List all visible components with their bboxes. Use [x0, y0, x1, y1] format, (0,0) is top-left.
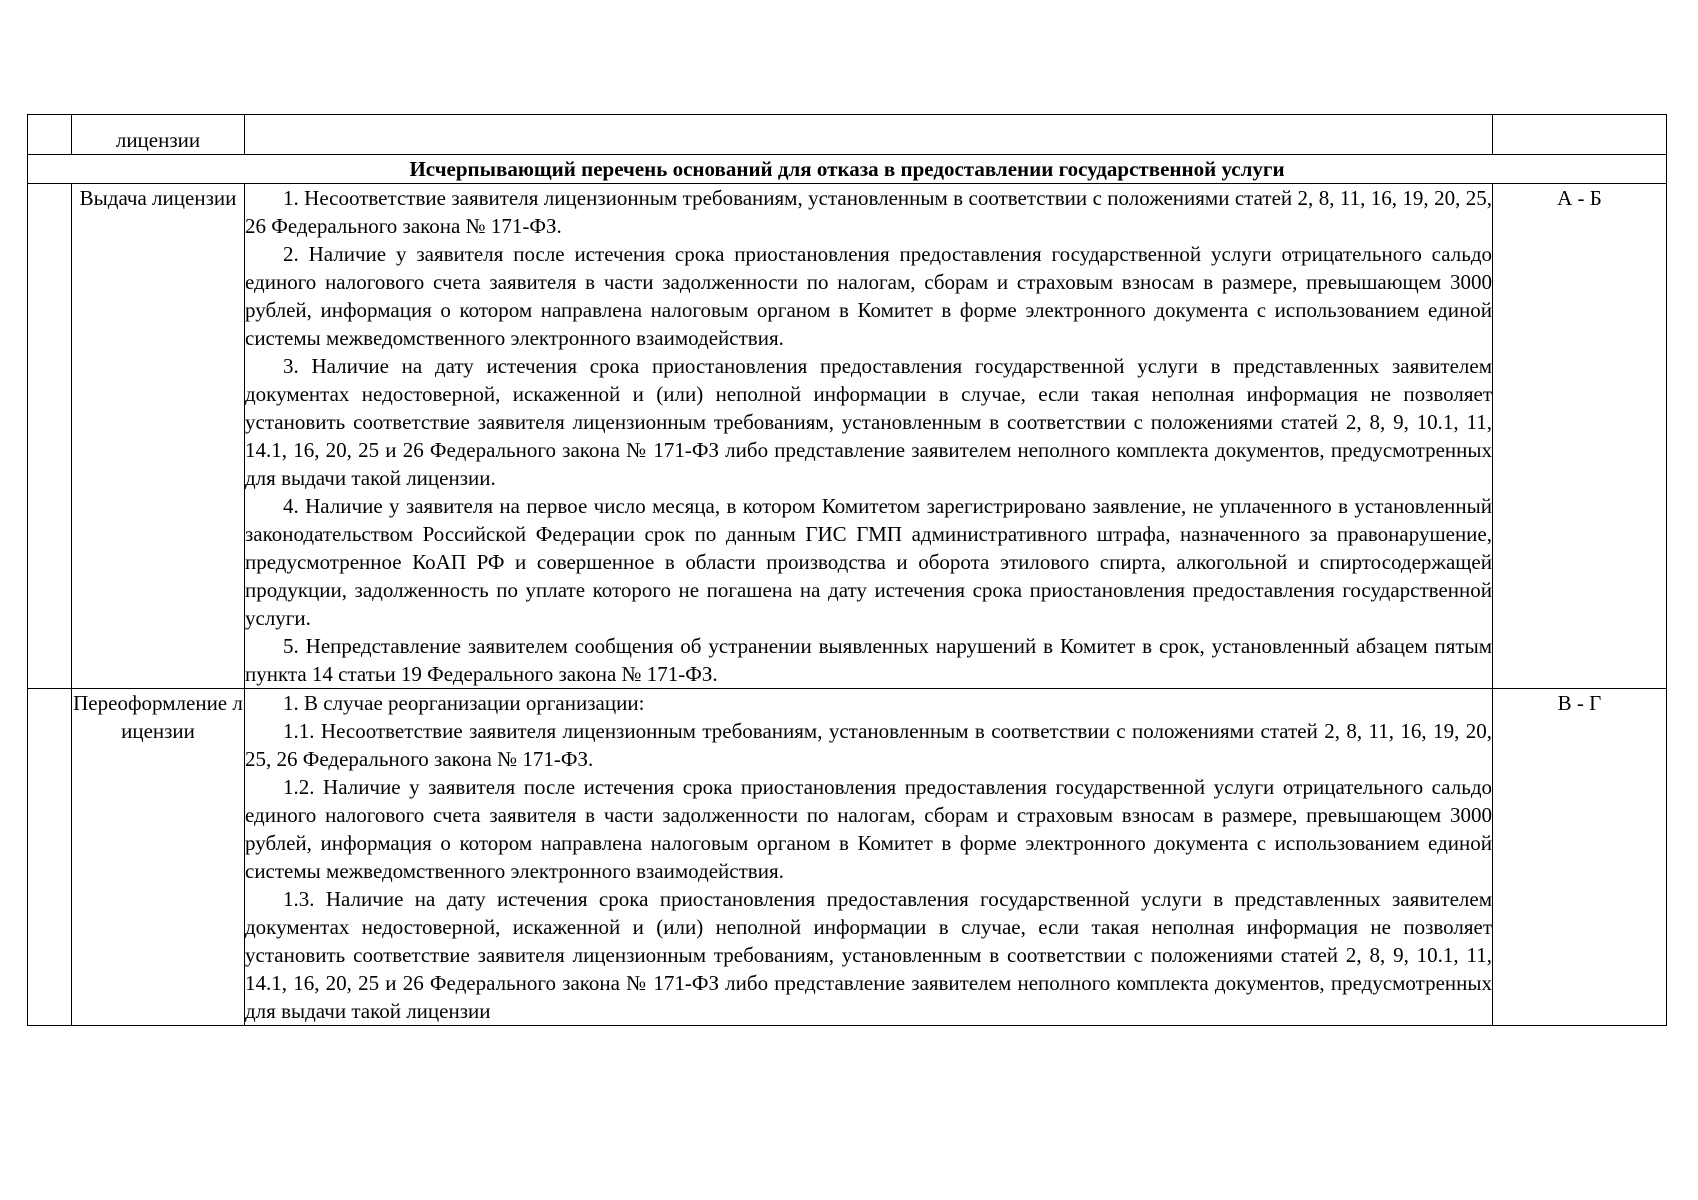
grounds-cell	[245, 184, 1493, 689]
ground-item: 3. Наличие на дату истечения срока приостановления предоставления государственной услуги в представленных заявителем документах недостоверной, искаженной и (или) неполной информации в случае, если такая неполная информация не позволяет установить соответствие заявителя лицензионным требованиям, установленным в соответствии с положениями статей 2, 8, 9, 10.1, 11, 14.1, 16, 20, 25 и 26 Федерального закона № 171-ФЗ либо представление заявителем неполного комплекта документов, предусмотренных для выдачи такой лицензии.	[245, 354, 1492, 490]
grounds-cell	[245, 115, 1493, 155]
code-cell	[1493, 115, 1667, 155]
refusal-grounds-table	[27, 114, 1667, 1026]
ground-item: 1. Несоответствие заявителя лицензионным требованиям, установленным в соответствии с положениями статей 2, 8, 11, 16, 19, 20, 25, 26 Федерального закона № 171-ФЗ.	[245, 186, 1492, 238]
section-header-row	[28, 155, 1667, 184]
table-row-reissue	[28, 689, 1667, 1026]
ground-item: 2. Наличие у заявителя после истечения срока приостановления предоставления государственной услуги отрицательного сальдо единого налогового счета заявителя в части задолженности по налогам, сборам и страховым взносам в размере, превышающем 3000 рублей, информация о котором направлена налоговым органом в Комитет в форме электронного документа с использованием единой системы межведомственного электронного взаимодействия.	[245, 242, 1492, 350]
service-name-cell: Переоформление лицензии	[72, 689, 245, 1026]
ground-item: 4. Наличие у заявителя на первое число месяца, в котором Комитетом зарегистрировано заявление, не уплаченного в установленный законодательством Российской Федерации срок по данным ГИС ГМП административного штрафа, назначенного за правонарушение, предусмотренное КоАП РФ и совершенное в области производства и оборота этилового спирта, алкогольной и спиртосодержащей продукции, задолженность по уплате которого не погашена на дату истечения срока приостановления предоставления государственной услуги.	[245, 494, 1492, 630]
index-cell	[28, 184, 72, 689]
grounds-cell	[245, 689, 1493, 1026]
service-name-cell: Выдача лицензии	[72, 184, 245, 689]
index-cell	[28, 689, 72, 1026]
code-cell: В - Г	[1493, 689, 1667, 1026]
ground-item: 1.3. Наличие на дату истечения срока приостановления предоставления государственной услуги в представленных заявителем документах недостоверной, искаженной и (или) неполной информации в случае, если такая неполная информация не позволяет установить соответствие заявителя лицензионным требованиям, установленным в соответствии с положениями статей 2, 8, 9, 10.1, 11, 14.1, 16, 20, 25 и 26 Федерального закона № 171-ФЗ либо представление заявителем неполного комплекта документов, предусмотренных для выдачи такой лицензии	[245, 887, 1492, 1023]
index-cell	[28, 115, 72, 155]
table-row-continuation	[28, 115, 1667, 155]
ground-item: 5. Непредставление заявителем сообщения об устранении выявленных нарушений в Комитет в срок, установленный абзацем пятым пункта 14 статьи 19 Федерального закона № 171-ФЗ.	[245, 634, 1492, 686]
ground-item: 1.2. Наличие у заявителя после истечения срока приостановления предоставления государственной услуги отрицательного сальдо единого налогового счета заявителя в части задолженности по налогам, сборам и страховым взносам в размере, превышающем 3000 рублей, информация о котором направлена налоговым органом в Комитет в форме электронного документа с использованием единой системы межведомственного электронного взаимодействия.	[245, 775, 1492, 883]
service-name-cell: лицензии	[72, 115, 245, 155]
ground-item: 1.1. Несоответствие заявителя лицензионным требованиям, установленным в соответствии с положениями статей 2, 8, 11, 16, 19, 20, 25, 26 Федерального закона № 171-ФЗ.	[245, 719, 1492, 771]
ground-item: 1. В случае реорганизации организации:	[283, 691, 645, 715]
code-cell: А - Б	[1493, 184, 1667, 689]
section-title: Исчерпывающий перечень оснований для отказа в предоставлении государственной услуги	[28, 155, 1667, 184]
table-row-issue	[28, 184, 1667, 689]
